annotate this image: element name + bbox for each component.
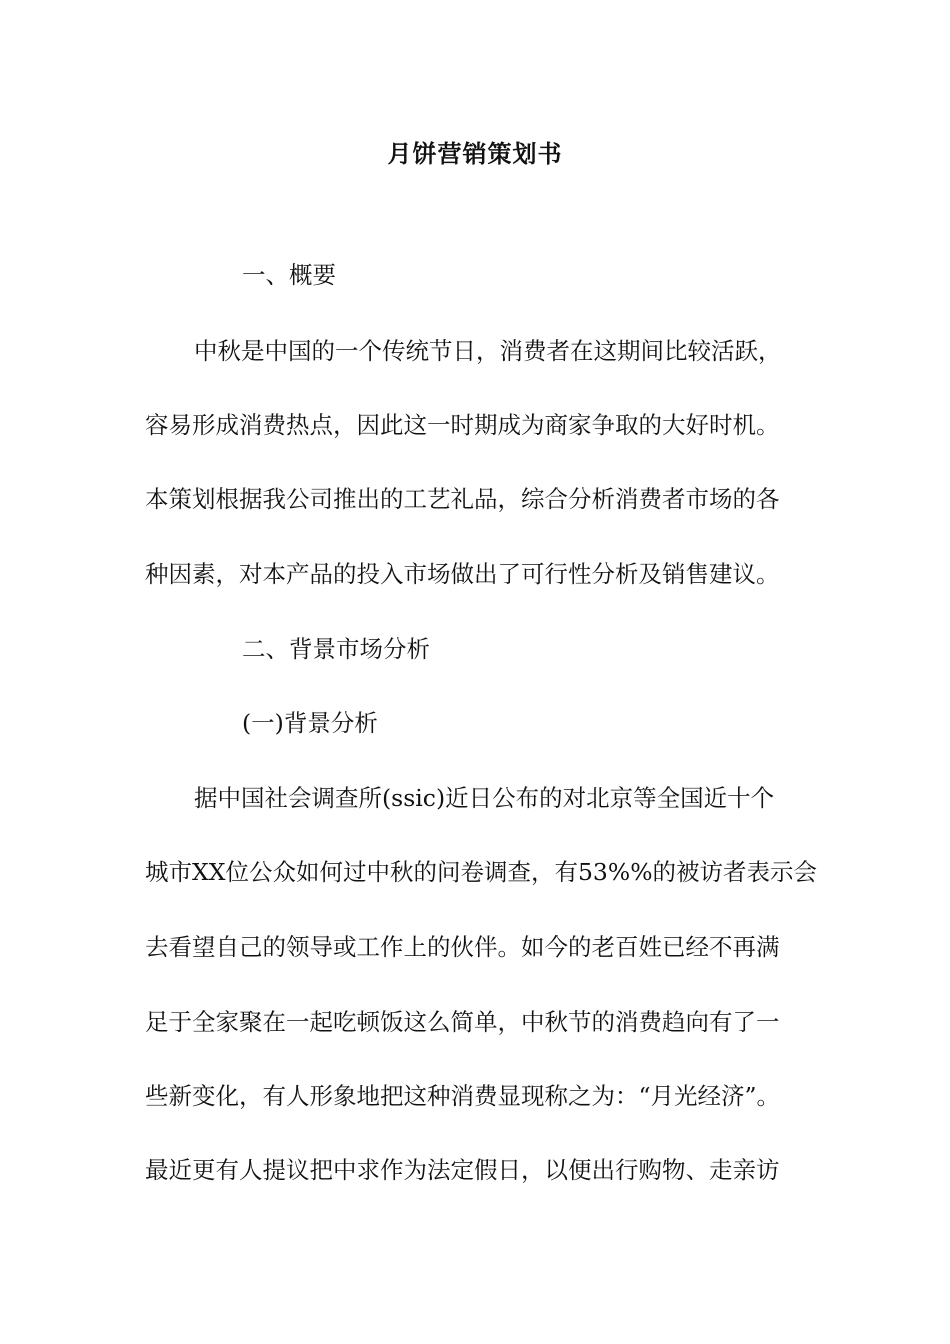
- paragraph-line: 些新变化，有人形象地把这种消费显现称之为：“月光经济”。: [145, 1082, 781, 1110]
- section-heading-overview: 一、概要: [242, 261, 336, 289]
- paragraph-line: 种因素，对本产品的投入市场做出了可行性分析及销售建议。: [145, 560, 780, 588]
- subsection-heading-background-analysis: (一)背景分析: [242, 709, 378, 737]
- paragraph-line: 本策划根据我公司推出的工艺礼品，综合分析消费者市场的各: [145, 485, 780, 513]
- paragraph-line: 去看望自己的领导或工作上的伙伴。如今的老百姓已经不再满: [145, 933, 780, 961]
- paragraph-line: 容易形成消费热点，因此这一时期成为商家争取的大好时机。: [145, 411, 780, 439]
- paragraph-line: 城市XX位公众如何过中秋的问卷调查，有53%%的被访者表示会: [145, 858, 818, 886]
- paragraph-line: 足于全家聚在一起吃顿饭这么简单，中秋节的消费趋向有了一: [145, 1008, 780, 1036]
- paragraph-line: 据中国社会调查所(ssic)近日公布的对北京等全国近十个: [194, 784, 775, 812]
- paragraph-line: 最近更有人提议把中求作为法定假日，以便出行购物、走亲访: [145, 1156, 780, 1184]
- section-heading-background: 二、背景市场分析: [242, 635, 430, 663]
- paragraph-line: 中秋是中国的一个传统节日，消费者在这期间比较活跃，: [194, 337, 782, 365]
- document-title: 月饼营销策划书: [387, 139, 563, 168]
